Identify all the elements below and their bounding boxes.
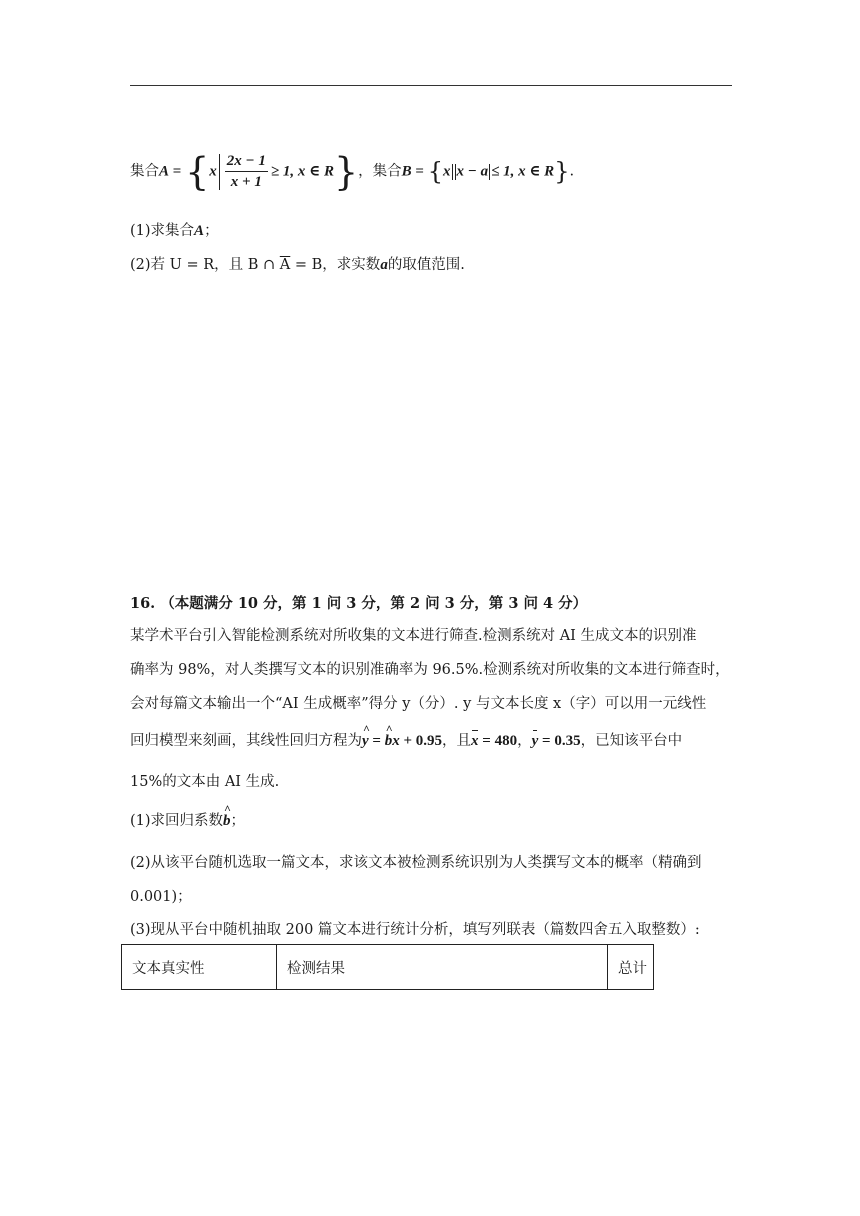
- set-b-condition: ≤ 1, x ∈ R: [491, 163, 555, 180]
- table-header-authenticity: 文本真实性: [122, 945, 277, 990]
- b-hat: ^ b: [223, 813, 231, 830]
- q15-set-definitions: 集合A = {x $\frac{2x - 1}{x + 1}$ ≥ 1, x ∈ R}，集合B = {x x − a ≤ 1, x ∈ R}.: [130, 149, 575, 194]
- q16-paragraph-line-2: 确率为 98%，对人类撰写文本的识别准确率为 96.5%.检测系统对所收集的文本进行筛查时，: [130, 662, 730, 678]
- q16-part3: (3)现从平台中随机抽取 200 篇文本进行统计分析，填写列联表（篇数四舍五入取整数）:: [130, 922, 700, 938]
- q15-part1: (1)求集合A；: [130, 223, 219, 239]
- a-complement: $\overline{A}$: [279, 257, 291, 273]
- q15-part2: (2)若 U = R，且 B ∩ $\overline{A} = B$，求实数a的取值范围.: [130, 257, 465, 273]
- q16-part2-line-1: (2)从该平台随机选取一篇文本，求该文本被检测系统识别为人类撰写文本的概率（精确到: [130, 855, 702, 871]
- q16-part2-line-2: 0.001)；: [130, 889, 192, 905]
- header-rule: [130, 85, 732, 86]
- set-a-fraction: [225, 152, 268, 191]
- set-b-var: x: [443, 163, 451, 180]
- set-b-name: B: [401, 163, 412, 180]
- q16-paragraph-line-1: 某学术平台引入智能检测系统对所收集的文本进行筛查.检测系统对 AI 生成文本的识别准: [130, 628, 697, 644]
- table-row: [122, 945, 654, 990]
- q16-heading: 16. （本题满分 10 分，第 1 问 3 分，第 2 问 3 分，第 3 问 4 分）: [130, 595, 588, 612]
- fraction-numerator: 2x − 1: [225, 152, 268, 172]
- set-a-name: A: [159, 163, 170, 180]
- b-hat: ^ b: [385, 733, 393, 750]
- y-hat: ^ y: [362, 733, 369, 750]
- q16-paragraph-line-3: 会对每篇文本输出一个“AI 生成概率”得分 y（分）. y 与文本长度 x（字）可以用一元线性: [130, 696, 707, 712]
- x-bar: x: [471, 733, 479, 749]
- q16-part1: (1)求回归系数^ b；: [130, 809, 245, 830]
- table-header-total: 总计: [608, 945, 654, 990]
- q16-regression-line: 回归模型来刻画，其线性回归方程为^ y = ^ bx + 0.95，且x = 480，y = 0.35，已知该平台中: [130, 729, 682, 750]
- contingency-table: [121, 944, 654, 990]
- set-a-lead: 集合: [130, 163, 159, 180]
- set-separator: ，集合: [358, 163, 402, 180]
- q16-paragraph-line-5: 15%的文本由 AI 生成.: [130, 774, 280, 790]
- set-a-var: x: [209, 163, 217, 180]
- set-a-condition: ≥ 1, x ∈ R: [270, 163, 334, 180]
- fraction-denominator: x + 1: [230, 174, 262, 190]
- set-b-abs: x − a: [456, 163, 489, 180]
- table-header-result: 检测结果: [277, 945, 608, 990]
- y-bar: y: [531, 733, 539, 749]
